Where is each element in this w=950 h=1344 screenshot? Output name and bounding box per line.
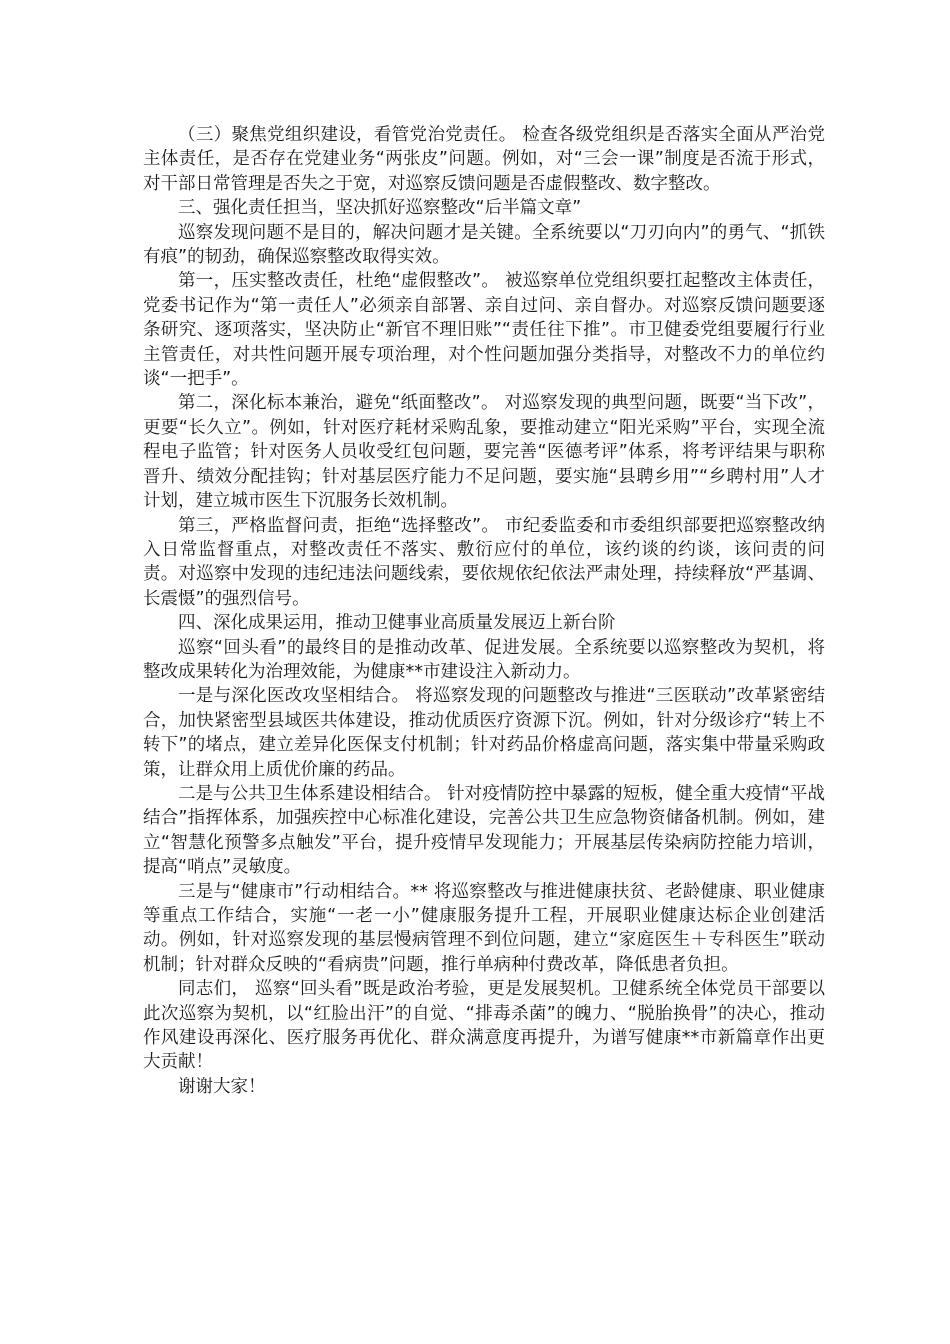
document-body [143,123,825,1099]
paragraph-first-responsibility: 第一，压实整改责任，杜绝“虚假整改”。 被巡察单位党组织要扛起整改主体责任，党委书记作为“第一责任人”必须亲自部署、亲自过问、亲自督办。对巡察反馈问题要逐条研究、逐项落实，坚决防止“新官不理旧账”“责任往下推”。市卫健委党组要履行行业主管责任，对共性问题开展专项治理，对个性问题加强分类指导，对整改不力的单位约谈“一把手”。 [143,271,825,390]
paragraph-public-health: 二是与公共卫生体系建设相结合。 针对疫情防控中暴露的短板，健全重大疫情“平战结合”指挥体系，加强疾控中心标准化建设，完善公共卫生应急物资储备机制。例如，建立“智慧化预警多点触发”平台，提升疫情早发现能力；开展基层传染病防控能力培训，提高“哨点”灵敏度。 [143,783,825,878]
paragraph-healthy-city: 三是与“健康市”行动相结合。** 将巡察整改与推进健康扶贫、老龄健康、职业健康等重点工作结合，实施“一老一小”健康服务提升工程，开展职业健康达标企业创建活动。例如，针对巡察发现的基层慢病管理不到位问题，建立“家庭医生＋专科医生”联动机制；针对群众反映的“看病贵”问题，推行单病种付费改革，降低患者负担。 [143,881,825,975]
heading-section-four: 四、深化成果运用，推动卫健事业高质量发展迈上新台阶 [178,613,616,634]
heading-section-three: 三、强化责任担当，坚决抓好巡察整改“后半篇文章” [178,198,582,219]
paragraph-thanks: 谢谢大家！ [178,1076,266,1097]
paragraph-results-intro: 巡察“回头看”的最终目的是推动改革、促进发展。全系统要以巡察整改为契机，将整改成果转化为治理效能，为健康**市建设注入新动力。 [143,637,825,682]
paragraph-second-root-causes: 第二，深化标本兼治，避免“纸面整改”。 对巡察发现的典型问题，既要“当下改”，更要“长久立”。例如，针对医疗耗材采购乱象，要推动建立“阳光采购”平台，实现全流程电子监管；针对医务人员收受红包问题，要完善“医德考评”体系，将考评结果与职称晋升、绩效分配挂钩；针对基层医疗能力不足问题，要实施“县聘乡用”“乡聘村用”人才计划，建立城市医生下沉服务长效机制。 [143,393,825,512]
paragraph-third-supervision: 第三，严格监督问责，拒绝“选择整改”。 市纪委监委和市委组织部要把巡察整改纳入日常监督重点，对整改责任不落实、敷衍应付的单位，该约谈的约谈，该问责的问责。对巡察中发现的违纪违法问题线索，要依规依纪依法严肃处理，持续释放“严基调、长震慑”的强烈信号。 [143,515,825,609]
paragraph-section-three-party-building: （三）聚焦党组织建设，看管党治党责任。 检查各级党组织是否落实全面从严治党主体责任，是否存在党建业务“两张皮”问题。例如，对“三会一课”制度是否流于形式，对干部日常管理是否失之于宽，对巡察反馈问题是否虚假整改、数字整改。 [143,125,825,194]
paragraph-rectification-intro: 巡察发现问题不是目的，解决问题才是关键。全系统要以“刀刃向内”的勇气、“抓铁有痕”的韧劲，确保巡察整改取得实效。 [143,222,825,268]
paragraph-closing-remarks: 同志们， 巡察“回头看”既是政治考验，更是发展契机。卫健系统全体党员干部要以此次巡察为契机，以“红脸出汗”的自觉、“排毒杀菌”的魄力、“脱胎换骨”的决心，推动作风建设再深化、医疗服务再优化、群众满意度再提升，为谱写健康**市新篇章作出更大贡献！ [143,979,825,1073]
paragraph-medical-reform: 一是与深化医改攻坚相结合。 将巡察发现的问题整改与推进“三医联动”改革紧密结合，加快紧密型县域医共体建设，推动优质医疗资源下沉。例如，针对分级诊疗“转上不转下”的堵点，建立差异化医保支付机制；针对药品价格虚高问题，落实集中带量采购政策，让群众用上质优价廉的药品。 [143,686,825,780]
